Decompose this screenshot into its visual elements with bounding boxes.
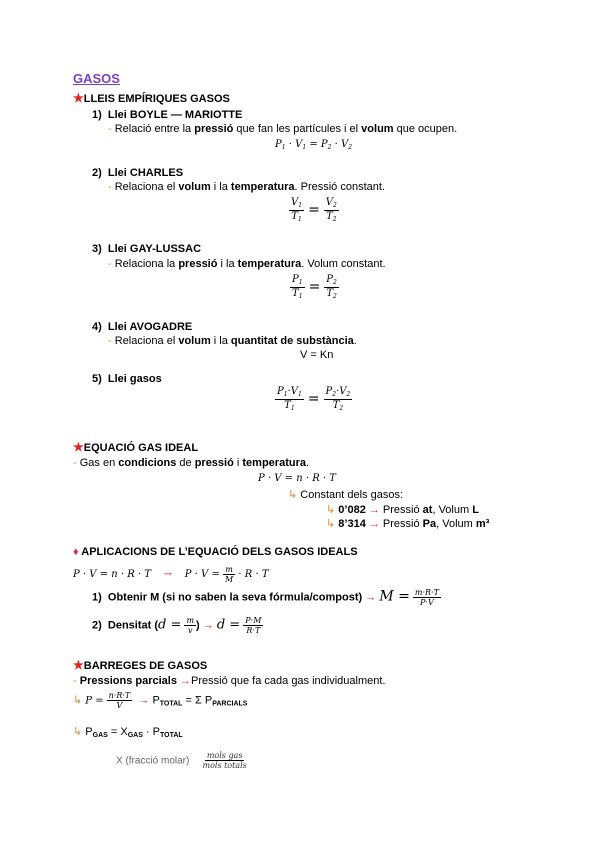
law-gay-lussac-desc: - Relaciona la pressió i la temperatura. Volum constant. [108,258,386,270]
section-mixtures-title: BARREGES DE GASOS [83,660,208,672]
section-applications-title: APLICACIONS DE L’EQUACIÓ DELS GASOS IDEALS [81,546,358,558]
ideal-desc: - Gas en condicions de pressió i temperatura. [73,457,310,469]
star-icon: ★ [73,91,84,105]
right-arrow-icon: → [163,569,173,581]
page-title: GASOS [73,71,120,86]
law-charles: 2) Llei CHARLES [92,167,184,179]
right-arrow-icon: → [368,504,380,516]
partial-pressures: - Pressions parcials →Pressió que fa cada gas individualment. [73,675,386,687]
law-number: 1) [92,109,102,121]
boyle-formula: $P_1 \cdot V_1 = P_2 \cdot V_2$ [275,139,353,151]
law-charles-desc: - Relaciona el volum i la temperatura. Pressió constant. [108,181,385,193]
charles-formula: $\frac{V_1}{T_1}$ = $\frac{V_2}{T_2}$ [291,197,337,223]
law-name: Llei BOYLE — MARIOTTE [107,109,243,121]
application-item-2: 2) Densitat (d = $\frac{m}{v}$ ) → d = $\frac{P\cdot M}{R\cdot T}$ [92,616,262,636]
law-boyle-desc: - Relació entre la pressió que fan les partícules i el volum que ocupen. [108,123,458,135]
right-arrow-icon: → [180,675,192,687]
gay-lussac-formula: $\frac{P_1}{T_1}$ = $\frac{P_2}{T_2}$ [292,274,337,300]
application-item-1: 1) Obtenir M (si no saben la seva fórmula/compost) → M = $\frac{m\cdot R\cdot T}{P\cdot V}$ [92,588,439,608]
law-avogadro-desc: - Relaciona el volum i la quantitat de substància. [108,335,357,347]
diamond-icon: ♦ [73,546,79,558]
star-icon: ★ [73,440,84,454]
constant-2: ↳ 8’314 → Pressió Pa, Volum m³ [326,518,490,530]
section-ideal [73,440,198,454]
law-avogadro: 4) Llei AVOGADRE [92,321,193,333]
applications-formula: P · V = n · R · T → P · V = $\frac{m}{M}$ · R · T [73,565,269,585]
section-empirical [73,91,230,105]
law-boyle [92,109,242,121]
constant-1: ↳ 0’082 → Pressió at, Volum L [326,504,479,516]
partial-formula: ↳ P = $\frac{n\cdot R\cdot T}{V}$ → $P_{TOTAL} = \Sigma$ $P_{PARCIALS}$ [73,691,248,711]
gas-pressure-formula: ↳ $P_{GAS} = X_{GAS} \cdot P_{TOTAL}$ [73,726,183,739]
section-mixtures [73,658,207,672]
law-gases: 5) Llei gasos [92,373,162,385]
section-empirical-title: LLEIS EMPÍRIQUES GASOS [83,93,230,105]
star-icon: ★ [73,658,84,672]
gases-formula: $\frac{P_1\cdot V_1}{T_1}$ = $\frac{P_2\cdot V_2}{T_2}$ [277,386,351,412]
constants-label: ↳ Constant dels gasos: [288,489,404,501]
ideal-formula: P · V = n · R · T [258,473,336,484]
hook-arrow-icon: ↳ [288,489,298,501]
right-arrow-icon: → [365,591,377,604]
mole-fraction: X (fracció molar) $\frac{\text{mols gas}}{\text{mols totals}}$ [116,751,247,771]
section-ideal-title: EQUACIÓ GAS IDEAL [83,442,199,454]
right-arrow-icon: → [138,694,150,707]
section-applications [73,546,358,558]
right-arrow-icon: → [368,518,380,530]
law-gay-lussac: 3) Llei GAY-LUSSAC [92,243,202,255]
right-arrow-icon: → [202,619,214,632]
avogadro-formula: V = Kn [300,349,334,361]
